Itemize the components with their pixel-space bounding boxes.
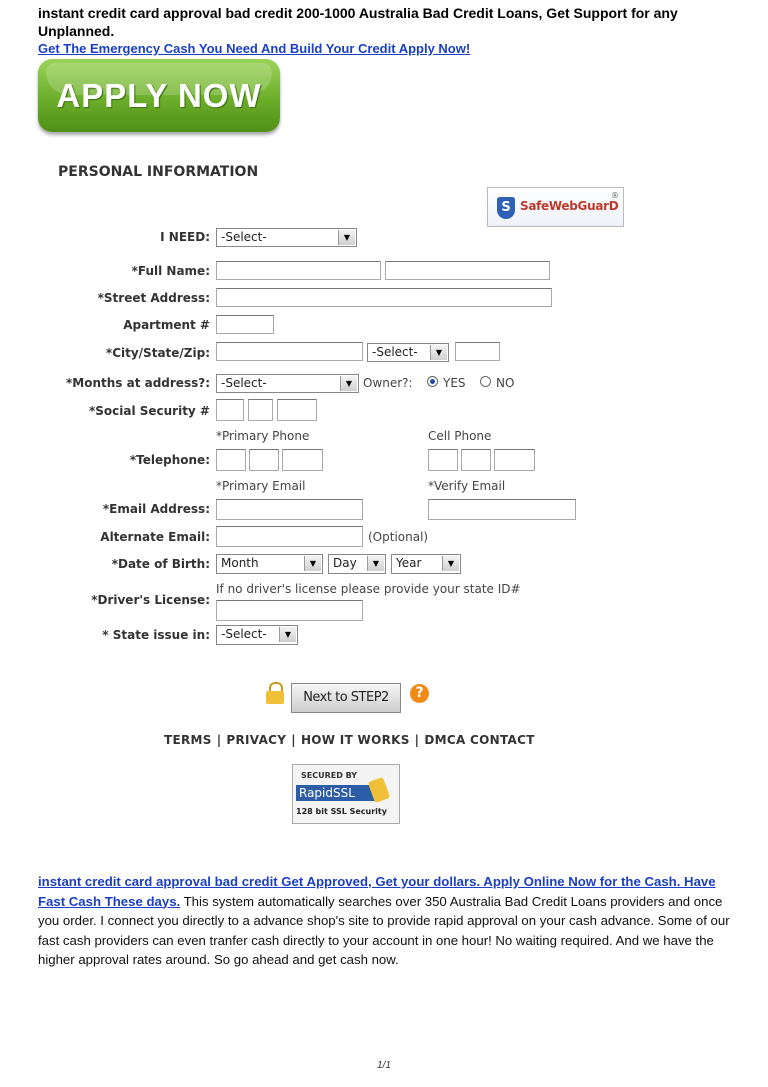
license-label: *Driver's License: <box>91 593 210 607</box>
i-need-label: I NEED: <box>160 230 210 244</box>
dob-year-select[interactable] <box>391 554 461 574</box>
city-label: *City/State/Zip: <box>105 346 210 360</box>
badge-text: SafeWebGuarD <box>520 199 619 213</box>
dob-day-select[interactable] <box>328 554 386 574</box>
owner-no-radio[interactable] <box>480 376 491 387</box>
dob-day-value: Day <box>333 556 357 570</box>
link-separator: | <box>291 733 296 747</box>
street-input[interactable] <box>216 288 552 307</box>
dropdown-arrow-icon: ▼ <box>442 556 459 571</box>
cell-line-input[interactable] <box>494 449 535 471</box>
privacy-link[interactable]: PRIVACY <box>226 733 287 747</box>
first-name-input[interactable] <box>216 261 381 280</box>
dropdown-arrow-icon: ▼ <box>304 556 321 571</box>
ssl-strength: 128 bit SSL Security <box>296 807 387 816</box>
dmca-contact-link[interactable]: DMCA CONTACT <box>424 733 535 747</box>
help-icon[interactable]: ? <box>410 684 429 703</box>
street-label: *Street Address: <box>97 291 210 305</box>
months-value: -Select- <box>221 376 267 390</box>
owner-yes-label: YES <box>443 376 466 390</box>
ssn-part3-input[interactable] <box>277 399 317 421</box>
body-text: This system automatically searches over 350 Australia Bad Credit Loans providers and once you order. I connect you directly to a advance shop's site to provide rapid approval on your cash advance. Some of our fast cash providers can even tranfer cash directly to your account in one hour! No waiting required. And we have the higher approval rates around. So go ahead and get cash now. <box>38 893 730 967</box>
email-input[interactable] <box>216 499 363 520</box>
dropdown-arrow-icon: ▼ <box>338 230 355 245</box>
months-select[interactable] <box>216 374 359 393</box>
shield-icon: S <box>497 197 515 219</box>
dropdown-arrow-icon: ▼ <box>367 556 384 571</box>
phone-area-input[interactable] <box>216 449 246 471</box>
dropdown-arrow-icon: ▼ <box>340 376 357 391</box>
last-name-input[interactable] <box>385 261 550 280</box>
state-select[interactable] <box>367 343 449 362</box>
apply-headline-link[interactable]: Get The Emergency Cash You Need And Build Your Credit Apply Now! <box>38 41 471 56</box>
page-title: instant credit card approval bad credit 200-1000 Australia Bad Credit Loans, Get Support for any Unplanned. <box>38 5 678 39</box>
apartment-label: Apartment # <box>123 318 210 332</box>
dob-month-value: Month <box>221 556 259 570</box>
safewebguard-badge <box>487 187 624 227</box>
phone-prefix-input[interactable] <box>249 449 279 471</box>
full-name-label: *Full Name: <box>131 264 210 278</box>
primary-phone-label: *Primary Phone <box>216 429 310 443</box>
primary-email-label: *Primary Email <box>216 479 306 493</box>
dob-label: *Date of Birth: <box>111 557 210 571</box>
license-hint: If no driver's license please provide your state ID# <box>216 582 521 596</box>
body-link[interactable]: instant credit card approval bad credit Get Approved, Get your dollars. Apply Online Now for the Cash. Have Fast Cash These days. <box>38 874 716 909</box>
registered-mark: ® <box>611 191 619 200</box>
state-issue-value: -Select- <box>221 627 267 641</box>
ssl-secured-by: SECURED BY <box>301 771 358 780</box>
link-separator: | <box>414 733 420 747</box>
phone-line-input[interactable] <box>282 449 323 471</box>
state-issue-label: * State issue in: <box>102 628 210 642</box>
footer-links <box>164 733 535 747</box>
rapidssl-badge <box>292 764 400 824</box>
personal-info-form <box>0 150 768 830</box>
terms-link[interactable]: TERMS <box>164 733 212 747</box>
dob-month-select[interactable] <box>216 554 323 574</box>
i-need-select[interactable] <box>216 228 357 247</box>
cell-phone-label: Cell Phone <box>428 429 492 443</box>
email-label: *Email Address: <box>102 502 210 516</box>
city-input[interactable] <box>216 342 363 361</box>
lock-icon <box>265 682 285 704</box>
cell-area-input[interactable] <box>428 449 458 471</box>
link-separator: | <box>216 733 222 747</box>
owner-yes-radio[interactable] <box>427 376 438 387</box>
verify-email-label: *Verify Email <box>428 479 506 493</box>
section-title: PERSONAL INFORMATION <box>58 164 259 180</box>
alt-email-label: Alternate Email: <box>100 530 210 544</box>
zip-input[interactable] <box>455 342 500 361</box>
how-it-works-link[interactable]: HOW IT WORKS <box>300 733 410 747</box>
months-label: *Months at address?: <box>66 376 210 390</box>
dropdown-arrow-icon: ▼ <box>279 627 296 642</box>
optional-note: (Optional) <box>368 530 429 544</box>
license-input[interactable] <box>216 600 363 621</box>
owner-label: Owner?: <box>363 376 413 390</box>
state-value: -Select- <box>372 345 418 359</box>
ssn-part2-input[interactable] <box>248 399 273 421</box>
i-need-value: -Select- <box>221 230 267 244</box>
next-step-button[interactable]: Next to STEP2 <box>291 683 401 713</box>
ssn-label: *Social Security # <box>88 404 210 418</box>
telephone-label: *Telephone: <box>129 453 210 467</box>
state-issue-select[interactable] <box>216 625 298 645</box>
ssl-brand: RapidSSL <box>296 785 375 801</box>
dob-year-value: Year <box>396 556 422 570</box>
cell-prefix-input[interactable] <box>461 449 491 471</box>
verify-email-input[interactable] <box>428 499 576 520</box>
apply-now-button[interactable] <box>38 59 280 132</box>
description-paragraph <box>38 872 738 970</box>
apartment-input[interactable] <box>216 315 274 334</box>
page-number: 1/1 <box>377 1060 391 1071</box>
apply-now-label: APPLY NOW <box>56 77 262 114</box>
alt-email-input[interactable] <box>216 526 363 547</box>
owner-no-label: NO <box>496 376 515 390</box>
dropdown-arrow-icon: ▼ <box>430 345 447 360</box>
ssn-part1-input[interactable] <box>216 399 244 421</box>
